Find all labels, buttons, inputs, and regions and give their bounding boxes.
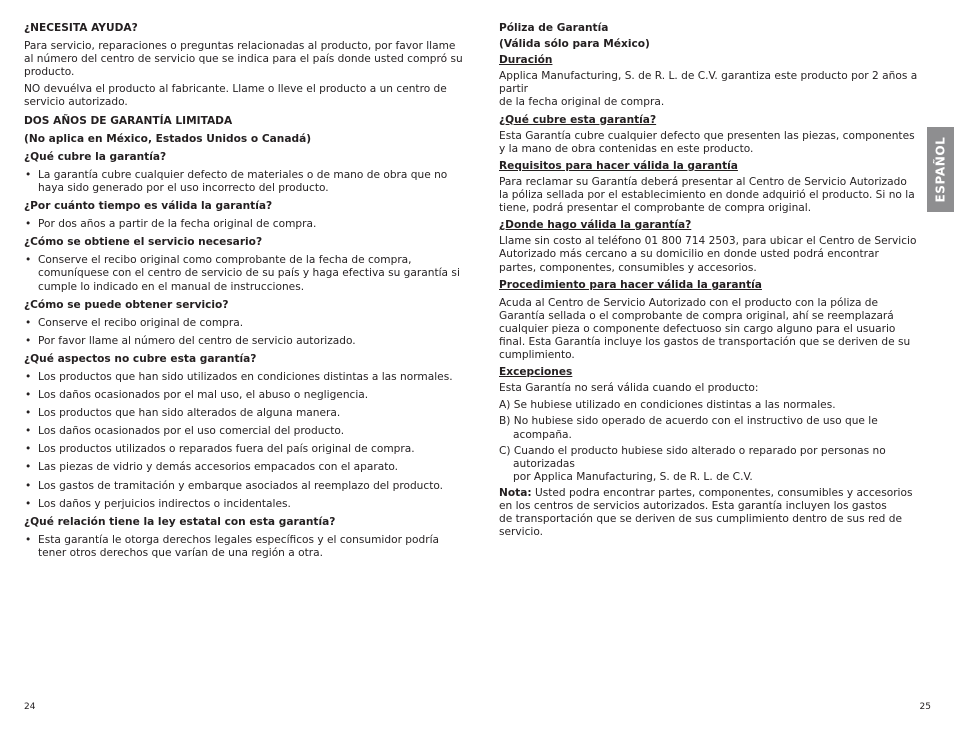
- poliza-subtitle: (Válida sólo para México): [499, 38, 650, 51]
- list-item: • Los daños ocasionados por el mal uso, el abuso o negligencia.: [24, 389, 464, 402]
- nota-text: Usted podra encontrar partes, componentes, consumibles y accesorios en los centros de servicios autorizados. Esta garantía incluyen los gastos de transportación que se deriven de sus cumplimiento dentro de sus red de servicio.: [499, 486, 913, 539]
- list-item: • Por favor llame al número del centro de servicio autorizado.: [24, 335, 464, 348]
- warranty-title: DOS AÑOS DE GARANTÍA LIMITADA: [24, 114, 233, 127]
- page-number-left: 24: [24, 702, 36, 712]
- poliza-title: Póliza de Garantía: [499, 22, 609, 34]
- excepciones-intro: Esta Garantía no será válida cuando el producto:: [499, 382, 759, 395]
- get-service-list: [24, 317, 464, 348]
- list-item: • Los gastos de tramitación y embarque asociados al reemplazo del producto.: [24, 480, 464, 493]
- language-tab-label: ESPAÑOL: [932, 136, 947, 203]
- excepciones-item-c: C) Cuando el producto hubiese sido alterado o reparado por personas no autorizadas por Applica Manufacturing, S. de R. L. de C.V.: [499, 444, 886, 483]
- question-get-service: ¿Cómo se puede obtener servicio?: [24, 298, 229, 311]
- list-item: • Esta garantía le otorga derechos legales específicos y el consumidor podría tener otros derechos que varían de una región a otra.: [24, 534, 464, 560]
- list-item: • Por dos años a partir de la fecha original de compra.: [24, 218, 464, 231]
- excepciones-item-a: A) Se hubiese utilizado en condiciones distintas a las normales.: [499, 399, 836, 412]
- list-item: • Conserve el recibo original como comprobante de la fecha de compra, comuníquese con el centro de servicio de su país y haga efectiva su garantía si cumple lo indicado en el manual de instrucciones.: [24, 254, 464, 293]
- page-number-right: 25: [919, 702, 931, 712]
- nota-label: Nota:: [499, 486, 532, 499]
- list-item: • Los productos utilizados o reparados fuera del país original de compra.: [24, 443, 464, 456]
- left-page-column: [24, 22, 464, 565]
- duracion-paragraph: Applica Manufacturing, S. de R. L. de C.V. garantiza este producto por 2 años a partir de la fecha original de compra.: [499, 70, 918, 109]
- right-page-column: [499, 22, 919, 543]
- question-obtain-service: ¿Cómo se obtiene el servicio necesario?: [24, 236, 263, 249]
- warranty-subtitle: (No aplica en México, Estados Unidos o Canadá): [24, 132, 312, 145]
- requisitos-paragraph: Para reclamar su Garantía deberá presentar al Centro de Servicio Autorizado la póliza sellada por el establecimiento en donde adquirió el producto. Si no la tiene, podrá presentar el comprobante de compra original.: [499, 175, 915, 215]
- cubre-paragraph: Esta Garantía cubre cualquier defecto que presenten las piezas, componentes y la mano de obra contenidas en este producto.: [499, 129, 915, 155]
- question-not-covered: ¿Qué aspectos no cubre esta garantía?: [24, 352, 257, 365]
- list-item: • Los productos que han sido alterados de alguna manera.: [24, 407, 464, 420]
- donde-heading: ¿Donde hago válida la garantía?: [499, 219, 692, 232]
- necesita-paragraph-1: Para servicio, reparaciones o preguntas relacionadas al producto, por favor llame al número del centro de servicio que se indica para el país donde usted compró su producto.: [24, 40, 463, 79]
- state-law-list: [24, 534, 464, 560]
- list-item: • Los daños ocasionados por el uso comercial del producto.: [24, 425, 464, 438]
- duracion-heading: Duración: [499, 54, 553, 67]
- list-item: • Conserve el recibo original de compra.: [24, 317, 464, 330]
- question-coverage: ¿Qué cubre la garantía?: [24, 150, 167, 163]
- list-item: • La garantía cubre cualquier defecto de materiales o de mano de obra que no haya sido generado por el uso incorrecto del producto.: [24, 169, 464, 195]
- obtain-service-list: [24, 254, 464, 293]
- excepciones-item-b: B) No hubiese sido operado de acuerdo con el instructivo de uso que le acompaña.: [499, 415, 878, 441]
- nota-paragraph: [499, 487, 919, 539]
- procedimiento-heading: Procedimiento para hacer válida la garantía: [499, 278, 762, 291]
- list-item: • Los daños y perjuicios indirectos o incidentales.: [24, 498, 464, 511]
- donde-paragraph: Llame sin costo al teléfono 01 800 714 2503, para ubicar el Centro de Servicio Autorizado más cercano a su domicilio en donde usted podrá encontrar partes, componentes, consumibles y accesorios.: [499, 235, 917, 274]
- question-duration: ¿Por cuánto tiempo es válida la garantía?: [24, 200, 273, 213]
- excepciones-heading: Excepciones: [499, 366, 573, 379]
- necesita-paragraph-2: NO devuélva el producto al fabricante. Llame o lleve el producto a un centro de servicio autorizado.: [24, 83, 447, 109]
- question-state-law: ¿Qué relación tiene la ley estatal con esta garantía?: [24, 515, 336, 528]
- not-covered-list: [24, 371, 464, 511]
- necesita-heading: ¿NECESITA AYUDA?: [24, 22, 138, 34]
- list-item: • Las piezas de vidrio y demás accesorios empacados con el aparato.: [24, 461, 464, 474]
- list-item: • Los productos que han sido utilizados en condiciones distintas a las normales.: [24, 371, 464, 384]
- procedimiento-paragraph: Acuda al Centro de Servicio Autorizado con el producto con la póliza de Garantía sellada o el comprobante de compra original, ahí se reemplazará cualquier pieza o componente defectuoso sin cargo alguno para el usuario final. Esta Garantía incluye los gastos de transportación que se deriven de su cumplimiento.: [499, 296, 911, 362]
- coverage-list: [24, 169, 464, 195]
- requisitos-heading: Requisitos para hacer válida la garantía: [499, 159, 738, 172]
- cubre-heading: ¿Qué cubre esta garantía?: [499, 113, 657, 126]
- language-side-tab: [927, 127, 954, 212]
- duration-list: [24, 218, 464, 231]
